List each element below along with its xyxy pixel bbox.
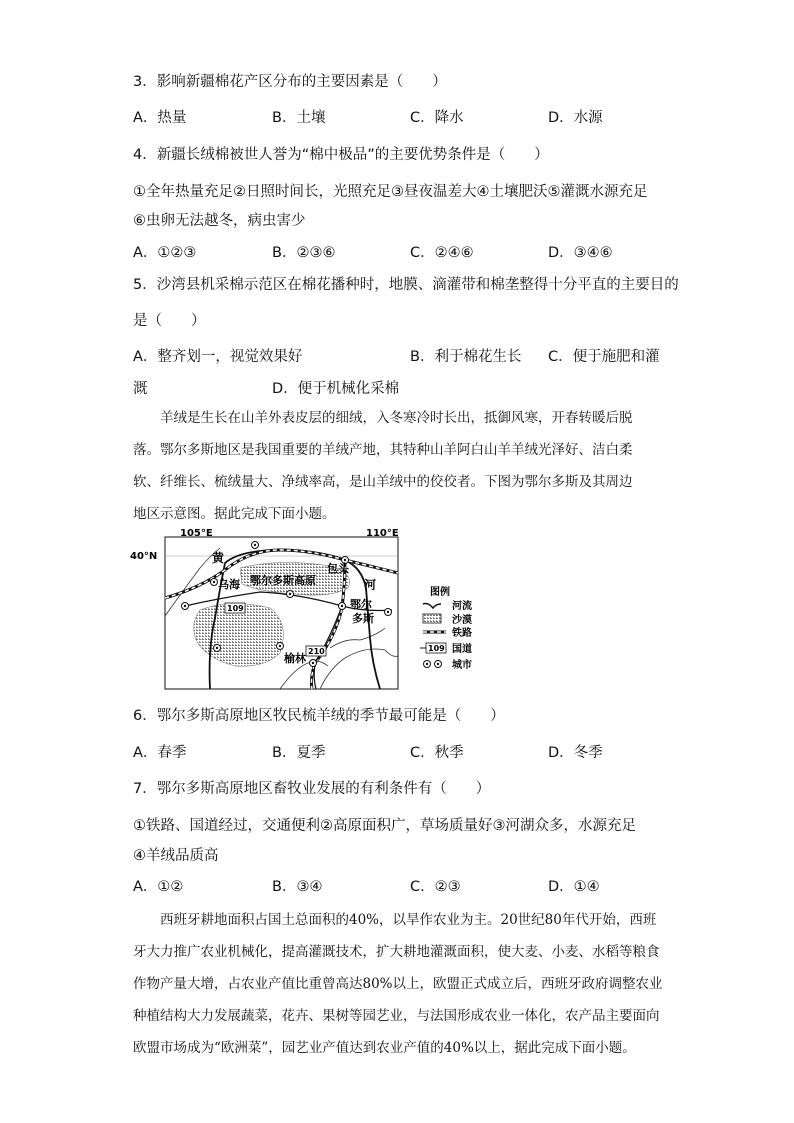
ordos-map (130, 528, 490, 694)
q6-option-c: C．秋季 (410, 745, 464, 761)
label-plateau: 鄂尔多斯高原 (250, 574, 316, 587)
legend-river-symbol (423, 604, 441, 609)
city-west (182, 603, 189, 610)
q3-option-c: C．降水 (410, 110, 464, 126)
q3-option-a: A．热量 (133, 110, 187, 126)
lon-105-label: 105°E (180, 528, 213, 539)
city-s (277, 643, 284, 650)
q5-option-d: D．便于机械化采棉 (272, 381, 400, 397)
legend-river: 河流 (452, 601, 472, 612)
city-north (252, 542, 259, 549)
label-ordos-1: 鄂尔 (350, 598, 372, 611)
road-109-label: 109 (227, 604, 244, 613)
city-east (385, 609, 392, 616)
q4-option-c: C．②④⑥ (410, 245, 474, 261)
city-sw (214, 645, 221, 652)
passage1-line2: 落。鄂尔多斯地区是我国重要的羊绒产地，其特种山羊阿白山羊羊绒光泽好、洁白柔 (133, 442, 633, 458)
q7-items-line1: ①铁路、国道经过，交通便利②高原面积广，草场质量好③河湖众多，水源充足 (133, 818, 636, 834)
q6-option-d: D．冬季 (548, 745, 603, 761)
passage1-line3: 软、纤维长、梳绒量大、净绒率高，是山羊绒中的佼佼者。下图为鄂尔多斯及其周边 (133, 474, 633, 490)
q4-option-a: A．①②③ (133, 245, 197, 261)
q4-items-line2: ⑥虫卵无法越冬，病虫害少 (133, 213, 306, 229)
q5-option-c: C．便于施肥和灌 (548, 349, 660, 365)
q4-stem: 4．新疆长绒棉被世人誉为“棉中极品”的主要优势条件是（ ） (133, 147, 549, 163)
legend-road: 国道 (452, 644, 472, 655)
city-ordos (339, 603, 346, 610)
legend-railway: 铁路 (452, 628, 472, 639)
q7-option-c: C．②③ (410, 879, 461, 895)
q3-stem: 3．影响新疆棉花产区分布的主要因素是（ ） (133, 74, 447, 90)
lon-110-label: 110°E (366, 528, 399, 539)
legend-road-sample: 109 (428, 644, 445, 653)
q6-option-b: B．夏季 (272, 745, 326, 761)
q7-option-d: D．①④ (548, 879, 600, 895)
q7-stem: 7．鄂尔多斯高原地区畜牧业发展的有利条件有（ ） (133, 781, 491, 797)
passage2-line3: 作物产量大增，占农业产值比重曾高达80%以上，欧盟正式成立后，西班牙政府调整农业 (133, 976, 663, 992)
q7-option-a: A．①② (133, 879, 184, 895)
q7-items-line2: ④羊绒品质高 (133, 848, 219, 864)
q4-items-line1: ①全年热量充足②日照时间长，光照充足③昼夜温差大④土壤肥沃⑤灌溉水源充足 (133, 184, 648, 200)
label-yulin: 榆林 (284, 652, 306, 665)
legend-title: 图例 (430, 587, 450, 598)
label-baotou: 包头 (327, 562, 349, 575)
q3-option-d: D．水源 (548, 110, 603, 126)
road-210-label: 210 (308, 647, 325, 656)
q7-option-b: B．③④ (272, 879, 323, 895)
q5-stem-line1: 5．沙湾县机采棉示范区在棉花播种时，地膜、滴灌带和棉垄整得十分平直的主要目的 (133, 277, 679, 293)
q5-option-c-wrap: 溉 (133, 381, 148, 397)
passage2-line2: 牙大力推广农业机械化，提高灌溉技术，扩大耕地灌溉面积，使大麦、小麦、水稻等粮食 (133, 944, 660, 960)
label-huang: 黄 (212, 551, 225, 565)
q5-option-b: B．利于棉花生长 (410, 349, 522, 365)
label-wuhai: 乌海 (218, 578, 240, 591)
legend-desert: 沙漠 (452, 615, 472, 626)
legend-desert-symbol (423, 614, 441, 623)
city-central (287, 591, 294, 598)
passage2-line5: 欧盟市场成为“欧洲菜”，园艺业产值达到农业产值的40%以上，据此完成下面小题。 (133, 1040, 636, 1056)
q4-option-b: B．②③⑥ (272, 245, 336, 261)
map-legend (420, 585, 472, 671)
city-yulin (310, 660, 317, 667)
q3-option-b: B．土壤 (272, 110, 326, 126)
q6-option-a: A．春季 (133, 745, 187, 761)
q4-option-d: D．③④⑥ (548, 245, 613, 261)
q6-stem: 6．鄂尔多斯高原地区牧民梳羊绒的季节最可能是（ ） (133, 708, 505, 724)
q5-option-a: A．整齐划一，视觉效果好 (133, 349, 303, 365)
legend-city: 城市 (452, 660, 472, 671)
lat-40-label: 40°N (130, 551, 158, 562)
city-wuhai (211, 579, 218, 586)
passage2-line4: 种植结构大力发展蔬菜，花卉、果树等园艺业，与法国形成农业一体化，农产品主要面向 (133, 1008, 660, 1024)
q5-stem-line2: 是（ ） (133, 313, 206, 329)
passage1-line4: 地区示意图。据此完成下面小题。 (133, 506, 336, 522)
label-ordos-2: 多斯 (352, 612, 374, 625)
passage2-line1: 西班牙耕地面积占国土总面积的40%，以旱作农业为主。20世纪80年代开始，西班 (133, 912, 657, 928)
passage1-line1: 羊绒是生长在山羊外表皮层的细绒，入冬寒冷时长出，抵御风寒，开春转暖后脱 (133, 410, 633, 426)
label-he: 河 (364, 578, 377, 592)
